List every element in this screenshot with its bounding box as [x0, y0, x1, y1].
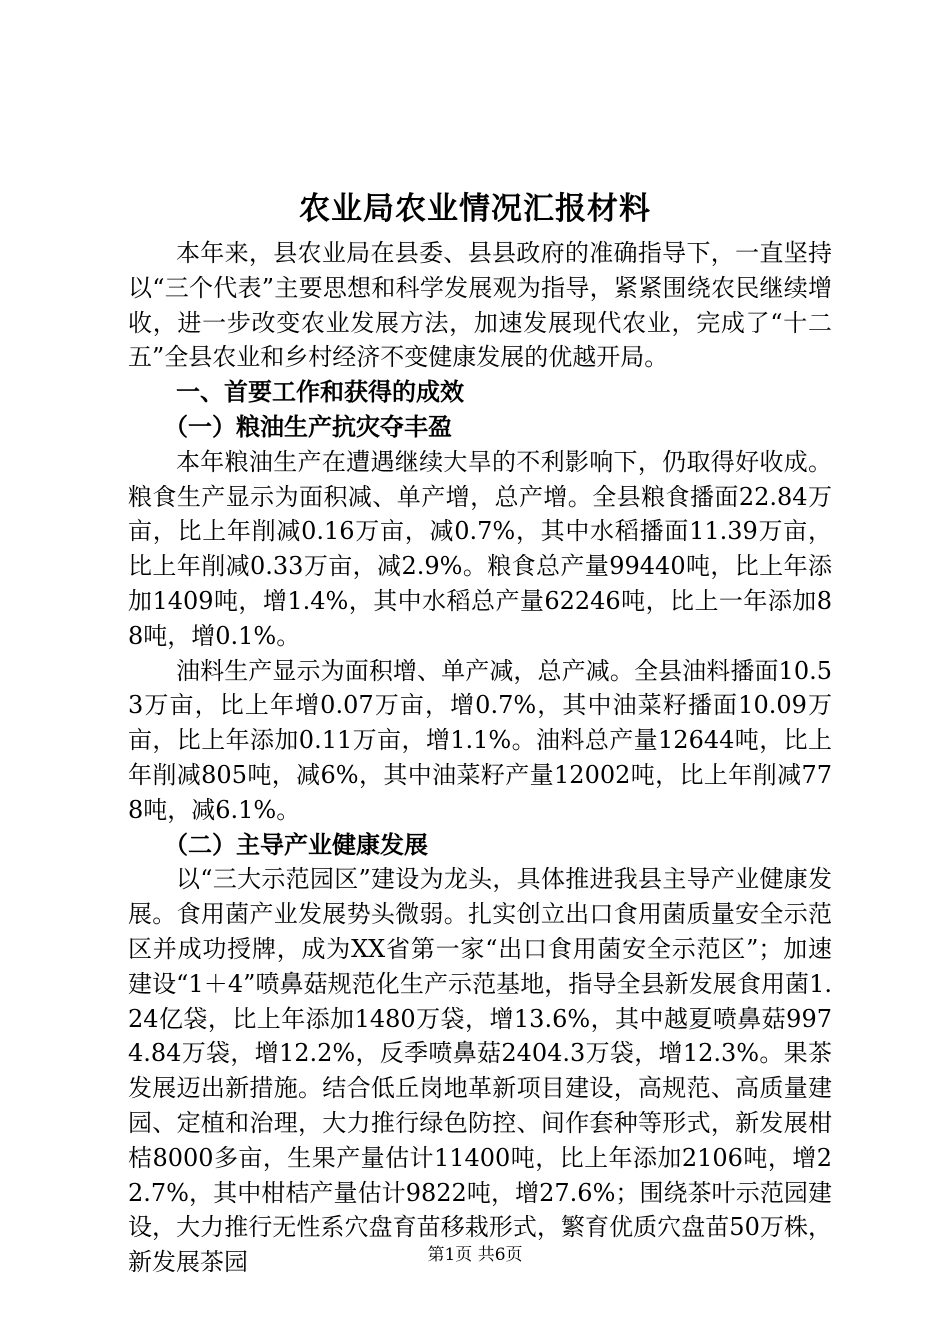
page-footer: 第1页 共6页 [427, 1245, 523, 1265]
document-title: 农业局农业情况汇报材料 [299, 191, 651, 227]
intro-paragraph: 本年来，县农业局在县委、县县政府的准确指导下，一直坚持以“三个代表”主要思想和科学发展观为指导，紧紧围绕农民继续增收，进一步改变农业发展方法，加速发展现代农业，完成了“十二五”全县农业和乡村经济不变健康发展的优越开局。 [128, 239, 832, 372]
subsection-heading-grain-oil: （一）粮油生产抗灾夺丰盈 [164, 412, 452, 441]
subsection-heading-leading-industry: （二）主导产业健康发展 [164, 830, 428, 859]
grain-production-paragraph: 本年粮油生产在遭遇继续大旱的不利影响下，仍取得好收成。粮食生产显示为面积减、单产增，总产增。全县粮食播面22.84万亩，比上年削减0.16万亩，减0.7%，其中水稻播面11.39万亩，比上年削减0.33万亩，减2.9%。粮食总产量99440吨，比上年添加1409吨，增1.4%，其中水稻总产量62246吨，比上一年添加88吨，增0.1%。 [128, 447, 832, 650]
oil-production-paragraph: 油料生产显示为面积增、单产减，总产减。全县油料播面10.53万亩，比上年增0.07万亩，增0.7%，其中油菜籽播面10.09万亩，比上年添加0.11万亩，增1.1%。油料总产量12644吨，比上年削减805吨，减6%，其中油菜籽产量12002吨，比上年削减778吨，减6.1%。 [128, 656, 832, 824]
document-body [128, 236, 832, 1280]
section-heading-main-work: 一、首要工作和获得的成效 [176, 378, 464, 407]
leading-industry-paragraph: 以“三大示范园区”建设为龙头，具体推进我县主导产业健康发展。食用菌产业发展势头微弱。扎实创立出口食用菌质量安全示范区并成功授牌，成为XX省第一家“出口食用菌安全示范区”；加速建设“1＋4”喷鼻菇规范化生产示范基地，指导全县新发展食用菌1.24亿袋，比上年添加1480万袋，增13.6%，其中越夏喷鼻菇9974.84万袋，增12.2%，反季喷鼻菇2404.3万袋，增12.3%。果茶发展迈出新措施。结合低丘岗地革新项目建设，高规范、高质量建园、定植和治理，大力推行绿色防控、间作套种等形式，新发展柑桔8000多亩，生果产量估计11400吨，比上年添加2106吨，增22.7%，其中柑桔产量估计9822吨，增27.6%；围绕茶叶示范园建设，大力推行无性系穴盘育苗移栽形式，繁育优质穴盘苗50万株，新发展茶园 [128, 865, 832, 1277]
